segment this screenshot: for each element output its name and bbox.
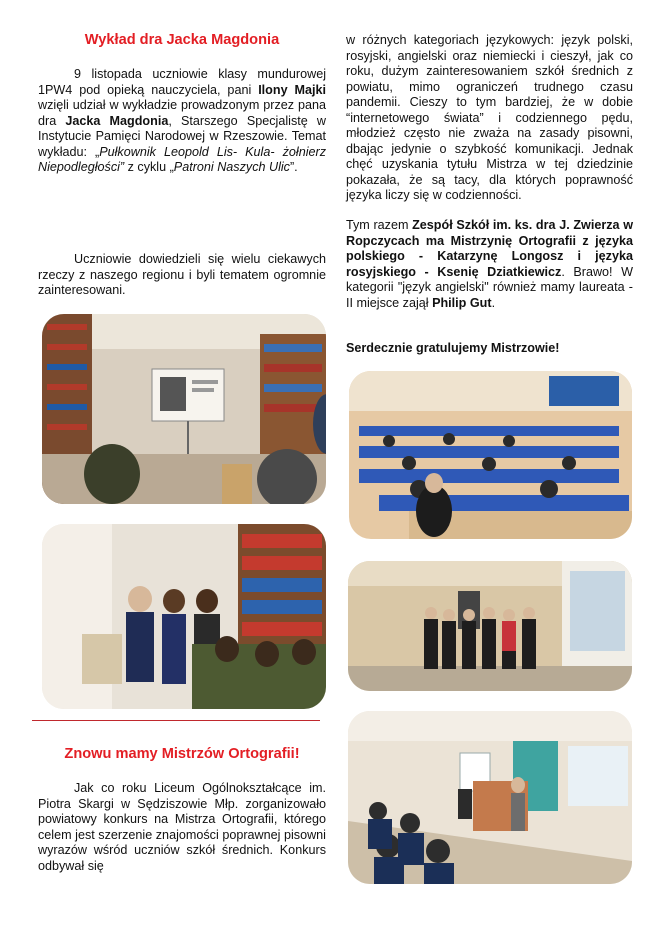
text-run: wzięli udział w wykładzie prowadzonym przez pana dra	[38, 98, 326, 128]
teacher-name: Ilony Majki	[258, 82, 327, 97]
article1-title: Wykład dra Jacka Magdonia	[84, 32, 280, 48]
laureate-name: Philip Gut	[432, 295, 492, 310]
article2-title: Znowu mamy Mistrzów Ortografii!	[64, 746, 300, 762]
lecture-topic: Pułkownik Leopold Lis- Kula- żołnierz Niepodległości”	[38, 144, 326, 174]
article2-paragraph1: Jak co roku Liceum Ogólnokształcące im. Piotra Skargi w Sędziszowie Młp. zorganizowało powiatowy konkurs na Mistrza Ortografii, którego celem jest szerzenie znajomości poprawnej pisowni wyrazów wśród uczniów szkół średnich. Konkurs odbywał się	[38, 781, 326, 873]
lecture-series: Patroni Naszych Ulic	[173, 160, 290, 174]
text-run: 9 listopada uczniowie klasy mundurowej 1PW4 pod opieką nauczyciela, pani	[38, 67, 326, 97]
photo-winners-group	[348, 561, 632, 691]
article1-paragraph2: Uczniowie dowiedzieli się wielu ciekawych rzeczy z naszego regionu i byli tematem ogromnie zainteresowani.	[38, 252, 326, 297]
text-run: ”.	[289, 160, 298, 174]
article1-paragraph1	[38, 67, 326, 176]
text-run: . Brawo! W kategorii "język angielski" również mamy laureata - II miejsce zajął	[346, 264, 633, 310]
photo-students-in-auditorium	[349, 371, 632, 539]
text-run: .	[491, 295, 496, 310]
text-run: z cyklu „	[124, 160, 174, 174]
text-run: , Starszego Specjalistę w Instytucie Pamięci Narodowej w Rzeszowie. Temat wykładu: „	[38, 113, 327, 159]
school-winners: Zespół Szkół im. ks. dra J. Zwierza w Ropczycach ma Mistrzynię Ortografii z języka polskiego - Katarzynę Longosz i języka rosyjskiego - Ksenię Dziatkiewicz	[346, 218, 634, 279]
photo-award-ceremony	[348, 711, 632, 884]
article2-paragraph1-continued: w różnych kategoriach językowych: język polski, rosyjski, angielski oraz niemiecki i cieszył, jak co roku, dużym zainteresowaniem szkół średnich z powiatu, mimo ograniczeń trudnego czasu pandemii. Cieszy to tym bardziej, że w dobie “internetowego świata” i codziennego pędu, młodzież często nie zważa na zasady pisowni, dbając jedynie o szybkość komunikacji. Jednak chęć uzyskania tytułu Mistrza w tej dziedzinie pokazała, że są tacy, dla których poprawność języka liczy się w codzienności.	[346, 33, 633, 202]
photo-lecture-projector	[42, 314, 326, 504]
section-divider	[32, 720, 320, 721]
article2-paragraph2	[346, 218, 633, 311]
congratulations: Serdecznie gratulujemy Mistrzowie!	[346, 341, 560, 355]
lecturer-name: Jacka Magdonia	[65, 113, 169, 128]
text-run: Tym razem	[346, 218, 413, 232]
photo-lecturer-with-students	[42, 524, 326, 709]
